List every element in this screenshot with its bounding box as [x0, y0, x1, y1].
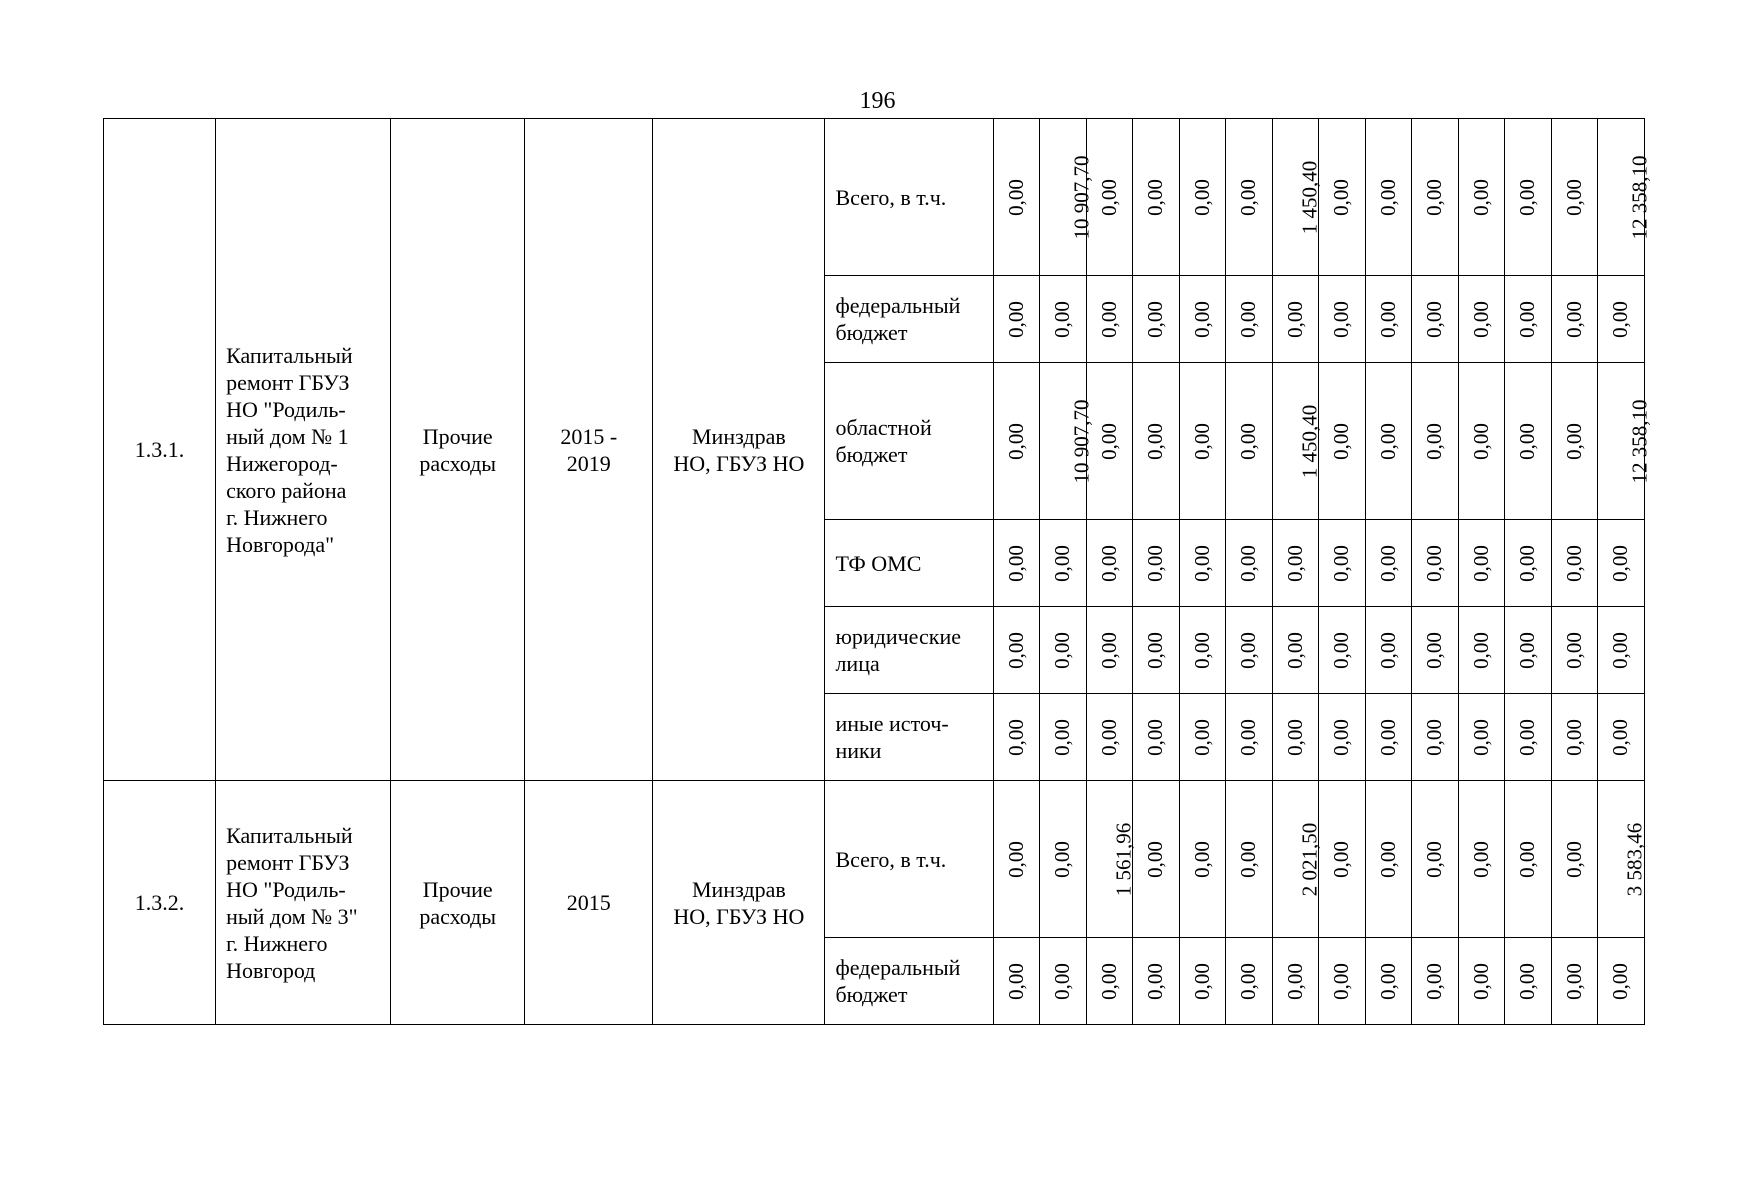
value-cell [1225, 119, 1272, 276]
value-text: 0,00 [1050, 719, 1075, 756]
value-text: 0,00 [1282, 545, 1307, 582]
value-text: 0,00 [1608, 545, 1633, 582]
value-text: 0,00 [1143, 545, 1168, 582]
value-text: 0,00 [1189, 179, 1214, 216]
value-text: 0,00 [1236, 179, 1261, 216]
value-cell [1179, 607, 1225, 694]
value-cell [1179, 363, 1225, 520]
value-cell [1225, 276, 1272, 363]
value-cell [1551, 119, 1597, 276]
value-cell [1132, 607, 1179, 694]
value-cell [1504, 938, 1551, 1025]
value-text: 0,00 [1561, 719, 1586, 756]
value-cell [1318, 276, 1365, 363]
value-cell [1365, 781, 1411, 938]
funding-source: юридические лица [825, 607, 993, 694]
value-text: 0,00 [1050, 841, 1075, 878]
value-text: 0,00 [1143, 963, 1168, 1000]
value-text: 0,00 [1561, 545, 1586, 582]
value-text: 0,00 [1143, 423, 1168, 460]
value-cell [1411, 938, 1458, 1025]
value-text: 0,00 [1050, 963, 1075, 1000]
value-cell [993, 119, 1039, 276]
value-cell [1504, 694, 1551, 781]
value-text: 0,00 [1468, 632, 1493, 669]
item-number: 1.3.2. [104, 781, 216, 1025]
value-cell [993, 781, 1039, 938]
value-cell [1365, 276, 1411, 363]
value-text: 0,00 [1515, 719, 1540, 756]
value-text: 0,00 [1143, 179, 1168, 216]
table-row [104, 119, 1645, 276]
value-cell [1179, 276, 1225, 363]
value-text: 0,00 [1329, 719, 1354, 756]
funding-source: иные источ- ники [825, 694, 993, 781]
value-cell [1132, 938, 1179, 1025]
value-cell [1551, 520, 1597, 607]
value-cell [993, 607, 1039, 694]
table-row [104, 781, 1645, 938]
value-cell [1318, 607, 1365, 694]
value-text: 0,00 [1050, 545, 1075, 582]
value-text: 0,00 [1515, 179, 1540, 216]
value-cell [1365, 363, 1411, 520]
value-text: 1 450,40 [1296, 160, 1321, 235]
value-text: 0,00 [1096, 632, 1121, 669]
value-text: 0,00 [1422, 632, 1447, 669]
value-cell [1272, 607, 1318, 694]
value-cell [1458, 276, 1504, 363]
value-cell [1039, 607, 1086, 694]
value-text: 0,00 [1608, 719, 1633, 756]
value-text: 0,00 [1236, 545, 1261, 582]
value-text: 0,00 [1515, 963, 1540, 1000]
value-cell [1597, 694, 1644, 781]
value-cell [1225, 607, 1272, 694]
value-text: 0,00 [1236, 632, 1261, 669]
value-cell [1039, 938, 1086, 1025]
value-text: 0,00 [1375, 963, 1400, 1000]
value-text: 0,00 [1329, 423, 1354, 460]
value-text: 0,00 [1515, 301, 1540, 338]
value-text: 0,00 [1329, 963, 1354, 1000]
value-text: 1 561,96 [1110, 822, 1135, 897]
value-text: 0,00 [1515, 841, 1540, 878]
value-cell [1458, 520, 1504, 607]
value-cell [1039, 694, 1086, 781]
value-text: 0,00 [1236, 841, 1261, 878]
value-cell [1597, 607, 1644, 694]
value-text: 0,00 [1422, 719, 1447, 756]
value-text: 0,00 [1468, 545, 1493, 582]
value-cell [1086, 607, 1132, 694]
value-text: 0,00 [1003, 632, 1028, 669]
value-text: 0,00 [1329, 179, 1354, 216]
value-text: 10 907,70 [1069, 155, 1094, 240]
value-cell [1597, 938, 1644, 1025]
value-text: 0,00 [1561, 301, 1586, 338]
value-text: 0,00 [1468, 963, 1493, 1000]
value-cell [1318, 363, 1365, 520]
value-text: 3 583,46 [1621, 822, 1646, 897]
value-text: 0,00 [1561, 632, 1586, 669]
value-cell [1039, 520, 1086, 607]
value-cell [1225, 938, 1272, 1025]
value-text: 0,00 [1236, 963, 1261, 1000]
value-cell [1132, 363, 1179, 520]
item-number: 1.3.1. [104, 119, 216, 781]
value-cell [993, 520, 1039, 607]
expense-type: Прочие расходы [391, 781, 525, 1025]
value-cell [1318, 694, 1365, 781]
value-text: 10 907,70 [1069, 399, 1094, 484]
item-name: Капитальный ремонт ГБУЗ НО "Родиль- ный дом № 1 Нижегород- ского района г. Нижнего Новгорода" [216, 119, 391, 781]
funding-source: федеральный бюджет [825, 938, 993, 1025]
value-text: 0,00 [1515, 632, 1540, 669]
value-cell [1458, 119, 1504, 276]
value-cell [1504, 607, 1551, 694]
value-cell [1086, 781, 1135, 938]
value-text: 0,00 [1468, 841, 1493, 878]
value-cell [1179, 781, 1225, 938]
value-text: 0,00 [1003, 963, 1028, 1000]
funding-source: областной бюджет [825, 363, 993, 520]
value-cell [1551, 607, 1597, 694]
value-text: 0,00 [1003, 179, 1028, 216]
value-text: 0,00 [1375, 632, 1400, 669]
value-cell [1086, 276, 1132, 363]
value-text: 0,00 [1003, 423, 1028, 460]
value-cell [1504, 119, 1551, 276]
value-cell [1504, 781, 1551, 938]
value-cell [1551, 781, 1597, 938]
value-cell [1504, 520, 1551, 607]
value-text: 0,00 [1422, 179, 1447, 216]
value-text: 0,00 [1561, 963, 1586, 1000]
value-cell [1179, 520, 1225, 607]
budget-table [103, 118, 1652, 1025]
value-cell [1504, 276, 1551, 363]
value-text: 0,00 [1189, 841, 1214, 878]
value-cell [1365, 520, 1411, 607]
funding-source: Всего, в т.ч. [825, 119, 993, 276]
value-text: 0,00 [1096, 301, 1121, 338]
value-text: 0,00 [1561, 423, 1586, 460]
value-cell [1411, 119, 1458, 276]
value-cell [1132, 694, 1179, 781]
value-cell [993, 938, 1039, 1025]
value-cell [1132, 520, 1179, 607]
value-text: 0,00 [1608, 963, 1633, 1000]
value-text: 0,00 [1050, 632, 1075, 669]
value-cell [1039, 781, 1086, 938]
value-cell [1458, 363, 1504, 520]
value-cell [1365, 938, 1411, 1025]
value-text: 2 021,50 [1296, 822, 1321, 897]
value-text: 0,00 [1608, 632, 1633, 669]
value-text: 0,00 [1096, 963, 1121, 1000]
value-text: 0,00 [1468, 179, 1493, 216]
value-cell [1318, 520, 1365, 607]
value-cell [1597, 276, 1644, 363]
value-cell [993, 363, 1039, 520]
value-text: 0,00 [1189, 301, 1214, 338]
value-cell [1086, 694, 1132, 781]
value-text: 0,00 [1143, 841, 1168, 878]
value-cell [1597, 363, 1652, 520]
value-text: 0,00 [1096, 719, 1121, 756]
value-text: 0,00 [1468, 301, 1493, 338]
value-text: 0,00 [1143, 632, 1168, 669]
value-cell [1132, 276, 1179, 363]
item-executor: Минздрав НО, ГБУЗ НО [653, 781, 825, 1025]
value-cell [1086, 938, 1132, 1025]
value-cell [1458, 694, 1504, 781]
value-text: 0,00 [1422, 301, 1447, 338]
value-cell [1272, 694, 1318, 781]
value-cell [1597, 119, 1652, 276]
value-text: 1 450,40 [1296, 404, 1321, 479]
value-cell [1551, 363, 1597, 520]
value-cell [1179, 938, 1225, 1025]
funding-source: Всего, в т.ч. [825, 781, 993, 938]
value-cell [1132, 781, 1179, 938]
value-text: 0,00 [1189, 632, 1214, 669]
value-cell [1272, 363, 1321, 520]
value-text: 0,00 [1003, 545, 1028, 582]
value-text: 0,00 [1236, 719, 1261, 756]
value-text: 0,00 [1375, 841, 1400, 878]
value-text: 0,00 [1189, 963, 1214, 1000]
value-cell [1411, 520, 1458, 607]
value-text: 0,00 [1375, 179, 1400, 216]
value-text: 0,00 [1515, 423, 1540, 460]
value-text: 0,00 [1189, 545, 1214, 582]
value-cell [1318, 119, 1365, 276]
value-cell [1272, 781, 1321, 938]
value-text: 0,00 [1189, 719, 1214, 756]
value-cell [1272, 276, 1318, 363]
value-text: 0,00 [1096, 423, 1121, 460]
value-text: 0,00 [1422, 841, 1447, 878]
item-name: Капитальный ремонт ГБУЗ НО "Родиль- ный дом № 3" г. Нижнего Новгород [216, 781, 391, 1025]
value-text: 0,00 [1236, 301, 1261, 338]
value-cell [1179, 119, 1225, 276]
value-cell [1225, 694, 1272, 781]
value-text: 0,00 [1143, 719, 1168, 756]
value-text: 0,00 [1375, 719, 1400, 756]
value-cell [1458, 607, 1504, 694]
value-cell [993, 276, 1039, 363]
value-text: 0,00 [1468, 423, 1493, 460]
value-text: 0,00 [1282, 301, 1307, 338]
value-text: 0,00 [1189, 423, 1214, 460]
value-text: 0,00 [1003, 719, 1028, 756]
item-years: 2015 [525, 781, 653, 1025]
item-years: 2015 - 2019 [525, 119, 653, 781]
value-cell [1039, 363, 1094, 520]
value-text: 0,00 [1282, 719, 1307, 756]
expense-type: Прочие расходы [391, 119, 525, 781]
value-text: 0,00 [1282, 963, 1307, 1000]
value-cell [1597, 520, 1644, 607]
value-text: 0,00 [1329, 841, 1354, 878]
value-text: 0,00 [1561, 179, 1586, 216]
value-cell [1365, 119, 1411, 276]
value-text: 0,00 [1422, 963, 1447, 1000]
value-text: 0,00 [1375, 423, 1400, 460]
value-cell [1411, 694, 1458, 781]
value-cell [1411, 363, 1458, 520]
value-text: 0,00 [1282, 632, 1307, 669]
value-text: 0,00 [1468, 719, 1493, 756]
value-text: 0,00 [1329, 632, 1354, 669]
value-text: 0,00 [1003, 301, 1028, 338]
value-cell [1365, 607, 1411, 694]
value-cell [1225, 520, 1272, 607]
value-cell [1551, 276, 1597, 363]
value-cell [993, 694, 1039, 781]
value-cell [1458, 781, 1504, 938]
value-text: 12 358,10 [1627, 155, 1652, 240]
value-cell [1039, 119, 1094, 276]
value-cell [1318, 781, 1365, 938]
value-cell [1551, 938, 1597, 1025]
value-text: 0,00 [1096, 545, 1121, 582]
value-cell [1551, 694, 1597, 781]
item-executor: Минздрав НО, ГБУЗ НО [653, 119, 825, 781]
value-text: 0,00 [1375, 545, 1400, 582]
value-cell [1272, 520, 1318, 607]
value-cell [1039, 276, 1086, 363]
value-text: 0,00 [1561, 841, 1586, 878]
value-cell [1272, 119, 1321, 276]
value-text: 0,00 [1422, 545, 1447, 582]
value-text: 12 358,10 [1627, 399, 1652, 484]
value-text: 0,00 [1096, 179, 1121, 216]
value-text: 0,00 [1329, 301, 1354, 338]
value-text: 0,00 [1329, 545, 1354, 582]
page-number: 196 [859, 88, 896, 114]
value-cell [1411, 781, 1458, 938]
value-cell [1597, 781, 1644, 938]
value-text: 0,00 [1375, 301, 1400, 338]
value-text: 0,00 [1143, 301, 1168, 338]
value-cell [1086, 520, 1132, 607]
value-cell [1179, 694, 1225, 781]
value-cell [1458, 938, 1504, 1025]
value-cell [1225, 363, 1272, 520]
value-cell [1411, 276, 1458, 363]
value-cell [1365, 694, 1411, 781]
value-cell [1411, 607, 1458, 694]
value-text: 0,00 [1050, 301, 1075, 338]
value-text: 0,00 [1236, 423, 1261, 460]
funding-source: ТФ ОМС [825, 520, 993, 607]
funding-source: федеральный бюджет [825, 276, 993, 363]
value-text: 0,00 [1608, 301, 1633, 338]
value-text: 0,00 [1422, 423, 1447, 460]
value-text: 0,00 [1003, 841, 1028, 878]
value-cell [1318, 938, 1365, 1025]
value-cell [1272, 938, 1318, 1025]
value-text: 0,00 [1515, 545, 1540, 582]
value-cell [1504, 363, 1551, 520]
value-cell [1225, 781, 1272, 938]
value-cell [1132, 119, 1179, 276]
